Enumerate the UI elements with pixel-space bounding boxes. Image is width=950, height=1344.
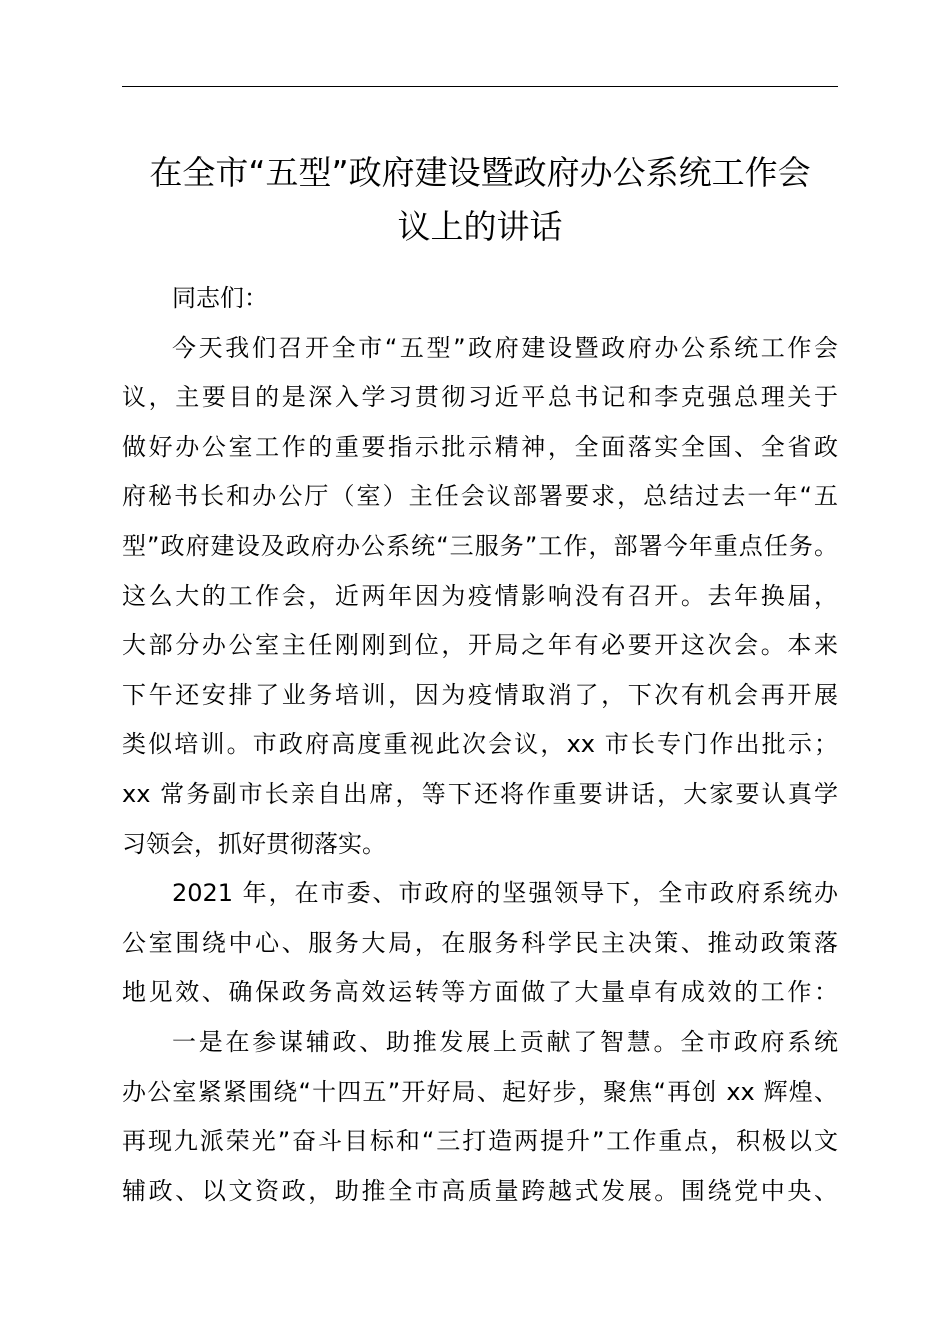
document-title xyxy=(112,146,848,254)
paragraph-2 xyxy=(122,869,838,1018)
paragraph-line: 做好办公室工作的重要指示批示精神，全面落实全国、全省政 xyxy=(122,432,838,461)
paragraph-3 xyxy=(122,1018,838,1216)
paragraph-1 xyxy=(122,324,838,870)
paragraph-line: 公室围绕中心、服务大局，在服务科学民主决策、推动政策落 xyxy=(122,928,838,957)
header-rule xyxy=(122,86,838,87)
paragraph-line: 办公室紧紧围绕“十四五”开好局、起好步，聚焦“再创 xx 辉煌、 xyxy=(122,1077,838,1106)
title-line: 在全市“五型”政府建设暨政府办公系统工作会 xyxy=(149,153,811,192)
paragraph-line: 议，主要目的是深入学习贯彻习近平总书记和李克强总理关于 xyxy=(122,383,838,412)
paragraph-line: 辅政、以文资政，助推全市高质量跨越式发展。围绕党中央、 xyxy=(122,1176,838,1205)
paragraph-line: 府秘书长和办公厅（室）主任会议部署要求，总结过去一年“五 xyxy=(122,482,838,511)
paragraph-line: 下午还安排了业务培训，因为疫情取消了，下次有机会再开展 xyxy=(122,680,838,709)
paragraph-line: 一是在参谋辅政、助推发展上贡献了智慧。全市政府系统 xyxy=(172,1027,838,1056)
paragraph-line: 2021 年，在市委、市政府的坚强领导下，全市政府系统办 xyxy=(172,879,838,908)
paragraph-line: 大部分办公室主任刚刚到位，开局之年有必要开这次会。本来 xyxy=(122,631,838,660)
paragraph-line: 习领会，抓好贯彻落实。 xyxy=(122,829,386,858)
paragraph-line: 今天我们召开全市“五型”政府建设暨政府办公系统工作会 xyxy=(172,333,838,362)
title-line: 议上的讲话 xyxy=(397,207,563,246)
paragraph-line: xx 常务副市长亲自出席，等下还将作重要讲话，大家要认真学 xyxy=(122,779,838,808)
paragraph-line: 再现九派荣光”奋斗目标和“三打造两提升”工作重点，积极以文 xyxy=(122,1127,838,1156)
document-body xyxy=(122,274,838,1216)
paragraph-line: 型”政府建设及政府办公系统“三服务”工作，部署今年重点任务。 xyxy=(122,531,838,560)
paragraph-line: 地见效、确保政务高效运转等方面做了大量卓有成效的工作： xyxy=(122,978,838,1007)
salutation: 同志们： xyxy=(172,284,268,312)
paragraph-line: 这么大的工作会，近两年因为疫情影响没有召开。去年换届， xyxy=(122,581,838,610)
paragraph-line: 类似培训。市政府高度重视此次会议，xx 市长专门作出批示； xyxy=(122,730,838,759)
